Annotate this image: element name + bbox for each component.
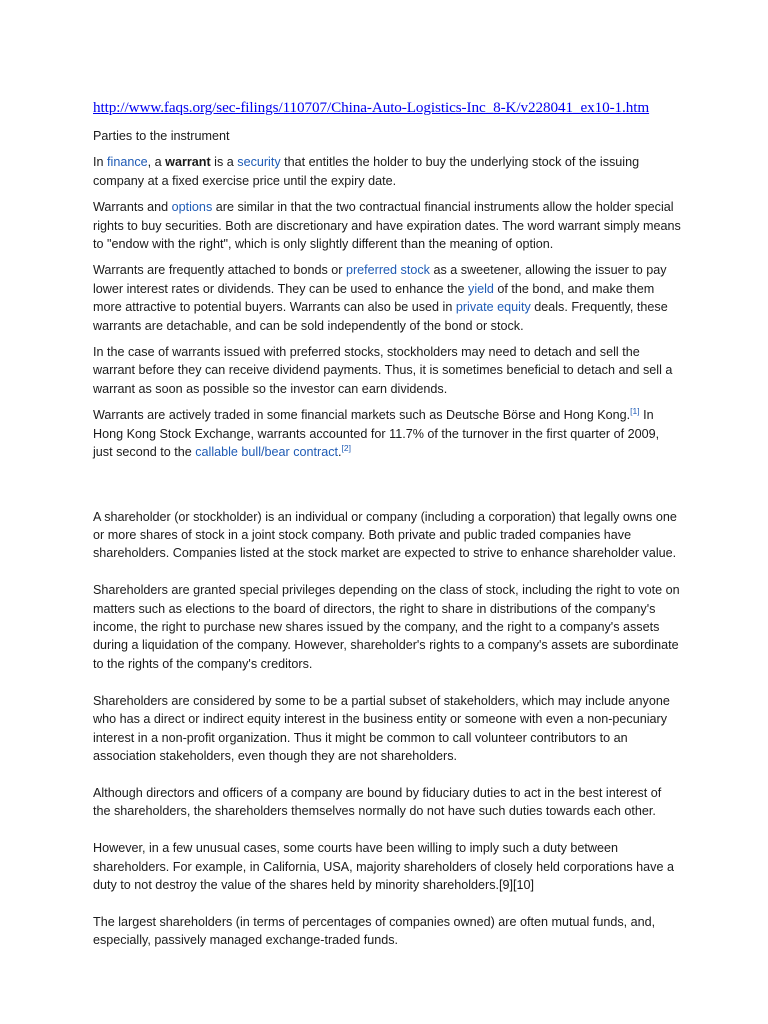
callable-bull-bear-link[interactable]: callable bull/bear contract — [195, 445, 339, 460]
text: that entitles the holder to buy the underlying stock of the issuing company at a fixed exercise price until the expiry date. — [93, 155, 640, 188]
paragraph-shareholder-privileges: Shareholders are granted special privileges depending on the class of stock, including the right to vote on matters such as elections to the board of directors, the right to share in distributions of the company's income, the right to purchase new shares issued by the company, and the right to a company's assets during a liquidation of the company. However, shareholder's rights to a company's assets are subordinate to the rights of the company's creditors. — [93, 583, 680, 671]
paragraph-warrant-definition — [93, 153, 681, 190]
reference-1-link[interactable]: [1] — [630, 406, 640, 417]
text: is a — [210, 155, 238, 170]
preferred-stock-link[interactable]: preferred stock — [345, 263, 430, 278]
yield-link[interactable]: yield — [468, 281, 494, 296]
text: Warrants and — [93, 200, 172, 215]
text: , a — [147, 155, 166, 170]
shareholder-section — [93, 508, 681, 950]
paragraph-fiduciary-duties: Although directors and officers of a company are bound by fiduciary duties to act in the best interest of the shareholders, the shareholders themselves normally do not have such duties towards each other. — [93, 785, 662, 819]
text: Warrants are actively traded in some financial markets such as Deutsche Börse and Hong Kong. — [93, 408, 631, 423]
finance-link[interactable]: finance — [107, 155, 148, 170]
private-equity-link[interactable]: private equity — [455, 300, 531, 315]
document-page — [93, 98, 681, 968]
paragraph-stakeholders: Shareholders are considered by some to be a partial subset of stakeholders, which may include anyone who has a direct or indirect equity interest in the business entity or someone with even a non-pecuniary interest in a non-profit organization. Thus it might be common to call volunteer contributors to an association stakeholders, even though they are not shareholders. — [93, 693, 670, 763]
warrant-term: warrant — [165, 155, 211, 170]
section-heading: Parties to the instrument — [93, 129, 230, 143]
paragraph-preferred-stocks: In the case of warrants issued with preferred stocks, stockholders may need to detach and sell the warrant before they can receive dividend payments. Thus, it is sometimes beneficial to detach and sell a warrant as soon as possible so the investor can earn dividends. — [93, 345, 673, 396]
paragraph-court-cases: However, in a few unusual cases, some courts have been willing to imply such a duty between shareholders. For example, in California, USA, majority shareholders of closely held corporations have a duty to not destroy the value of the shares held by minority shareholders.[9][10] — [93, 841, 674, 892]
text: of the bond, and make them more attractive to potential buyers. Warrants can also be used in — [93, 281, 655, 315]
options-link[interactable]: options — [171, 200, 213, 215]
reference-2-link[interactable]: [2] — [341, 442, 351, 453]
security-link[interactable]: security — [237, 155, 281, 170]
text: In — [93, 155, 108, 170]
paragraph-warrants-bonds — [93, 261, 681, 335]
paragraph-warrants-options — [93, 198, 681, 253]
text: . — [338, 445, 342, 460]
paragraph-shareholder-definition: A shareholder (or stockholder) is an individual or company (including a corporation) that legally owns one or more shares of stock in a joint stock company. Both private and public traded companies have shareholders. Companies listed at the stock market are expected to strive to enhance shareholder value. — [93, 509, 677, 561]
text: Warrants are frequently attached to bonds or — [93, 263, 346, 278]
source-url-link[interactable]: http://www.faqs.org/sec-filings/110707/China-Auto-Logistics-Inc_8-K/v228041_ex10-1.htm — [93, 99, 650, 116]
section-gap — [93, 470, 681, 508]
paragraph-warrant-trading — [93, 406, 681, 461]
text: deals. Frequently, these warrants are detachable, and can be sold independently of the bond or stock. — [93, 300, 668, 333]
text: as a sweetener, allowing the issuer to pay lower interest rates or dividends. They can be used to enhance the — [93, 263, 667, 296]
paragraph-largest-shareholders: The largest shareholders (in terms of percentages of companies owned) are often mutual funds, and, especially, passively managed exchange-traded funds. — [93, 914, 656, 948]
text: In Hong Kong Stock Exchange, warrants accounted for 11.7% of the turnover in the first quarter of 2009, just second to the — [93, 408, 660, 460]
text: are similar in that the two contractual financial instruments allow the holder special rights to buy securities. Both are discretionary and have expiration dates. The word warrant simply means to "endow with the right", which is only slightly different than the meaning of option. — [93, 200, 681, 252]
